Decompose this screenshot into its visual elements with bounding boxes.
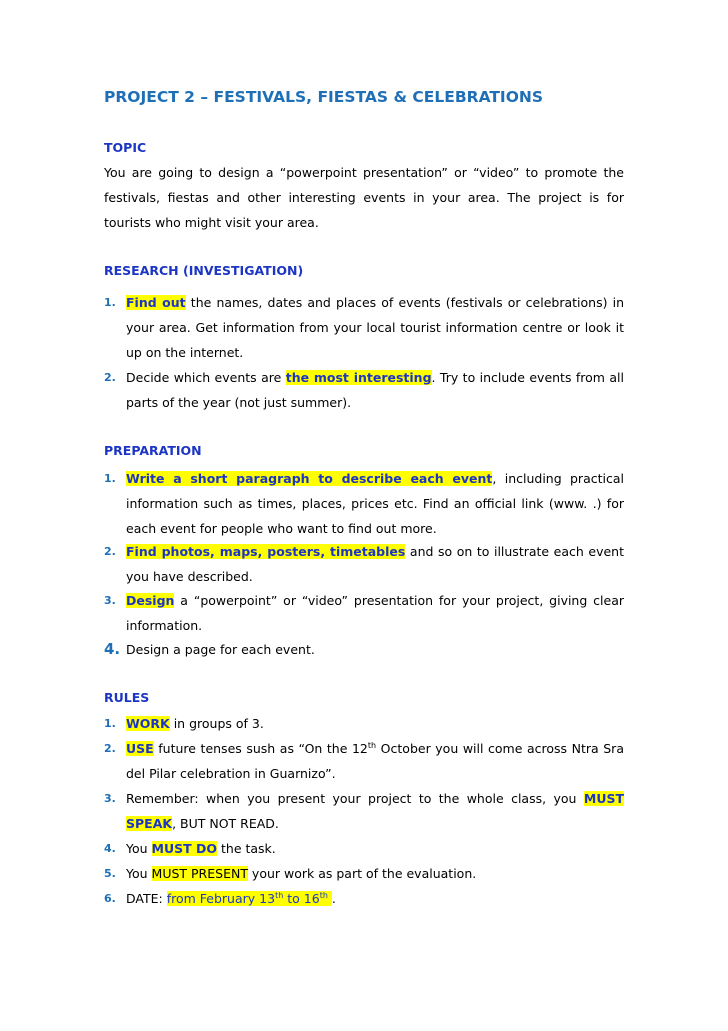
research-item-1: 1. Find out the names, dates and places of events (festivals or celebrations) in your area. Get information from your local tourist information centre or look it up on the internet. [104,290,624,365]
preparation-heading: PREPARATION [104,443,202,458]
preparation-item-3: 3. Design a “powerpoint” or “video” presentation for your project, giving clear information. [104,588,624,638]
list-number: 5. [104,867,116,880]
list-number: 1. [104,717,116,730]
list-number: 2. [104,742,116,755]
page-title: PROJECT 2 – FESTIVALS, FIESTAS & CELEBRATIONS [104,88,544,106]
list-number: 4. [104,640,121,658]
list-number: 2. [104,371,116,384]
research-heading: RESEARCH (INVESTIGATION) [104,263,304,278]
rules-item-2: 2. USE future tenses sush as “On the 12th October you will come across Ntra Sra del Pilar celebration in Guarnizo”. [104,736,624,786]
list-number: 4. [104,842,116,855]
list-number: 2. [104,545,116,558]
preparation-item-4: 4. Design a page for each event. [104,637,624,662]
highlight: Find photos, maps, posters, timetables [126,544,406,559]
preparation-item-1: 1. Write a short paragraph to describe each event, including practical information such as times, places, prices etc. Find an official link (www. .) for each event for people who want to find out more. [104,466,624,541]
list-number: 1. [104,472,116,485]
rules-item-4: 4. You MUST DO the task. [104,836,624,861]
highlight: the most interesting [285,370,432,385]
highlight: Write a short paragraph to describe each event [126,471,493,486]
highlight: USE [126,741,154,756]
highlight: Find out [126,295,186,310]
rules-item-1: 1. WORK in groups of 3. [104,711,624,736]
list-number: 6. [104,892,116,905]
highlight: MUST PRESENT [151,866,248,881]
date-highlight: from February 13th to 16th [167,891,332,906]
highlight: WORK [126,716,170,731]
rules-item-5: 5. You MUST PRESENT your work as part of the evaluation. [104,861,624,886]
rules-item-3: 3. Remember: when you present your project to the whole class, you MUST SPEAK, BUT NOT READ. [104,786,624,836]
highlight: MUST DO [151,841,218,856]
topic-paragraph: You are going to design a “powerpoint presentation” or “video” to promote the festivals, fiestas and other interesting events in your area. The project is for tourists who might visit your area. [104,165,624,230]
rules-item-6: 6. DATE: from February 13th to 16th . [104,886,624,911]
research-item-2: 2. Decide which events are the most interesting. Try to include events from all parts of the year (not just summer). [104,365,624,415]
list-number: 1. [104,296,116,309]
topic-heading: TOPIC [104,140,147,155]
highlight: MUST SPEAK [126,791,624,831]
preparation-item-2: 2. Find photos, maps, posters, timetables and so on to illustrate each event you have described. [104,539,624,589]
rules-heading: RULES [104,690,150,705]
highlight: Design [126,593,175,608]
list-number: 3. [104,594,116,607]
list-number: 3. [104,792,116,805]
